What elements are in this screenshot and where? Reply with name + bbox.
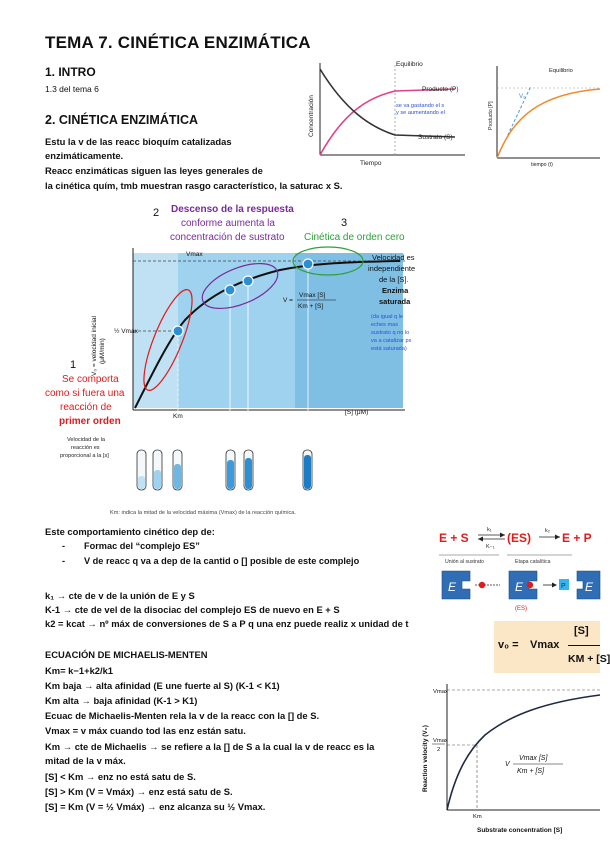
mm-l8: [S] > Km (V = Vmáx) → enz está satu de S. <box>45 786 233 797</box>
g3-xlabel: Substrate concentration [S] <box>477 827 563 834</box>
reaction-scheme <box>437 522 600 614</box>
g2-ylabel: Producto [P] <box>488 101 494 130</box>
g3-eq-den: Km + [S] <box>517 768 545 775</box>
scheme-e-s: E + S <box>439 531 469 545</box>
const-k2: k2 = kcat → nº máx de conversiones de S a P q una enz puede realiz x unidad de t <box>45 618 409 629</box>
mm-l4: Ecuac de Michaelis-Menten rela la v de la reacc con la [] de S. <box>45 710 320 721</box>
g3-ylabel: Reaction velocity (V₀) <box>422 725 429 792</box>
mm-l6a: Km → cte de Michaelis → se refiere a la [] de S a la cual la v de reacc es la <box>45 741 375 752</box>
g1-equilibrio: Equilibrio <box>396 61 423 68</box>
const-km1: K-1 → cte de vel de la disociac del complejo ES de nuevo en E + S <box>45 604 340 615</box>
ann3-num: 3 <box>341 217 348 229</box>
scheme-km1: K₋₁ <box>486 544 495 550</box>
mf-right-l2: independiente <box>368 264 416 273</box>
tube-l2: reacción es <box>71 445 100 451</box>
mf-right-blue4: va a catalizar px <box>371 338 412 344</box>
mm-l2: Km baja → alta afinidad (E une fuerte al S) (K-1 < K1) <box>45 680 280 691</box>
intro-ref: 1.3 del tema 6 <box>45 84 99 94</box>
ann1-l3: reacción de <box>60 402 112 413</box>
mf-right-blue5: está saturada) <box>371 346 407 352</box>
g3-half-den: 2 <box>437 747 441 753</box>
comportamiento-b1: - Formac del “complejo ES” <box>62 541 200 551</box>
g3-half-num: Vmax <box>433 738 448 744</box>
const-k1: k₁ → cte de v de la unión de E y S <box>45 590 195 601</box>
comportamiento-intro: Este comportamiento cinético dep de: <box>45 526 215 537</box>
ann1-l4: primer orden <box>59 416 121 427</box>
mm-equation-box <box>494 621 610 673</box>
mm-box-den: KM + [S] <box>568 653 610 665</box>
mm-l7: [S] < Km → enz no está satu de S. <box>45 771 196 782</box>
mf-eq-left: V = <box>283 297 293 304</box>
g2-xlabel: tiempo (t) <box>531 162 553 168</box>
g2-equilibrio: Equilibrio <box>549 68 573 74</box>
g2-v0: V₀ <box>519 94 526 100</box>
scheme-enzyme-1: E <box>448 580 457 594</box>
mf-right-blue3: sustrato q no lo <box>371 330 410 336</box>
ann1-l1: Se comporta <box>62 374 119 385</box>
tube-l1: Velocidad de la <box>67 437 105 443</box>
scheme-union: Unión al sustrato <box>445 559 484 565</box>
g1-xlabel: Tiempo <box>360 160 382 167</box>
cinetica-p1-line2: enzimáticamente. <box>45 150 124 161</box>
scheme-k1: k₁ <box>487 527 492 533</box>
mm-l3: Km alta → baja afinidad (K-1 > K1) <box>45 695 198 706</box>
ann2-title: Descenso de la respuesta <box>171 204 294 215</box>
g1-producto: Producto (P) <box>422 86 459 93</box>
g3-eq-num: Vmax [S] <box>519 755 548 762</box>
g1-note-line1: se va gastando el s <box>396 103 445 109</box>
mf-right-blue1: (da igual q le <box>371 314 404 320</box>
ann2-line3: concentración de sustrato <box>170 232 285 243</box>
scheme-etapa: Etapa catalítica <box>515 559 551 565</box>
mf-right-l1: Velocidad es <box>372 253 415 262</box>
scheme-enzyme-2: E <box>515 580 524 594</box>
mf-km: Km <box>173 413 183 420</box>
scheme-es-label: (ES) <box>515 606 527 612</box>
scheme-es: (ES) <box>507 531 531 545</box>
mf-right-l3: de la [S]. <box>379 275 409 284</box>
ann2-line2: conforme aumenta la <box>181 218 275 229</box>
ann1-l2: como si fuera una <box>45 388 125 399</box>
mf-vmax: Vmax <box>186 251 203 258</box>
g3-vmax: Vmax <box>433 689 448 695</box>
mm-l9: [S] = Km (V = ½ Vmáx) → enz alcanza su ½ Vmax. <box>45 801 266 812</box>
g1-sustrato: Sustrato (S) <box>418 134 453 141</box>
g1-ylabel: Concentración <box>308 95 315 137</box>
mf-half-vmax: ½ Vmax <box>114 328 138 335</box>
mf-eq-den: Km + [S] <box>298 303 324 310</box>
mf-xlabel: [S] (μM) <box>345 409 369 416</box>
cinetica-p1-line1: Estu la v de las reacc bioquím catalizadas <box>45 136 232 147</box>
mf-ylabel-2: (μM/min) <box>99 338 106 364</box>
product-time-graph <box>483 58 600 168</box>
mm-l6b: mitad de la v máx. <box>45 755 126 766</box>
scheme-p: P <box>561 583 566 590</box>
mf-right-blue2: eches mas <box>371 322 399 328</box>
mm-l5: Vmax = v máx cuando tod las enz están satu. <box>45 725 246 736</box>
test-tubes <box>137 450 312 490</box>
mm-box-vmax: Vmax <box>530 639 560 651</box>
g1-note-line2: y se aumentando el <box>396 110 445 116</box>
comportamiento-b2: - V de reacc q va a dep de la cantid o [] posible de este complejo <box>62 556 360 566</box>
tube-l3: proporcional a la [s] <box>60 453 109 459</box>
g3-km: Km <box>473 814 482 820</box>
mf-ylabel-1: V₀ = velocidad inicial <box>91 316 98 376</box>
intro-heading: 1. INTRO <box>45 65 96 79</box>
cinetica-p2-line1: Reacc enzimáticas siguen las leyes generales de <box>45 165 263 176</box>
ann3-title: Cinética de orden cero <box>304 232 405 243</box>
g3-eq-v: V <box>505 761 510 768</box>
concentration-time-graph <box>300 55 470 170</box>
velocity-substrate-graph <box>415 680 600 840</box>
mm-box-v0: v₀ = <box>498 639 519 651</box>
mm-heading: ECUACIÓN DE MICHAELIS-MENTEN <box>45 649 208 660</box>
cinetica-p2-line2: la cinética quím, tmb muestran rasgo característico, la saturac x S. <box>45 180 343 191</box>
page-title: TEMA 7. CINÉTICA ENZIMÁTICA <box>45 33 311 52</box>
mm-l1: Km= k−1+k2/k1 <box>45 665 114 676</box>
ann2-num: 2 <box>153 207 160 219</box>
scheme-k2: k₂ <box>545 528 550 534</box>
mf-eq-num: Vmax [S] <box>299 292 326 299</box>
scheme-enzyme-3: E <box>585 580 594 594</box>
mf-right-bold1: Enzima <box>382 286 409 295</box>
scheme-e-p: E + P <box>562 531 592 545</box>
michaelis-menten-figure <box>40 198 460 520</box>
mm-box-num: [S] <box>574 625 589 637</box>
mf-right-bold2: saturada <box>379 297 411 306</box>
mf-caption: Km: indica la mitad de la velocidad máxima (Vmax) de la reacción química. <box>110 510 296 516</box>
ann1-num: 1 <box>70 359 77 371</box>
cinetica-heading: 2. CINÉTICA ENZIMÁTICA <box>45 113 199 127</box>
